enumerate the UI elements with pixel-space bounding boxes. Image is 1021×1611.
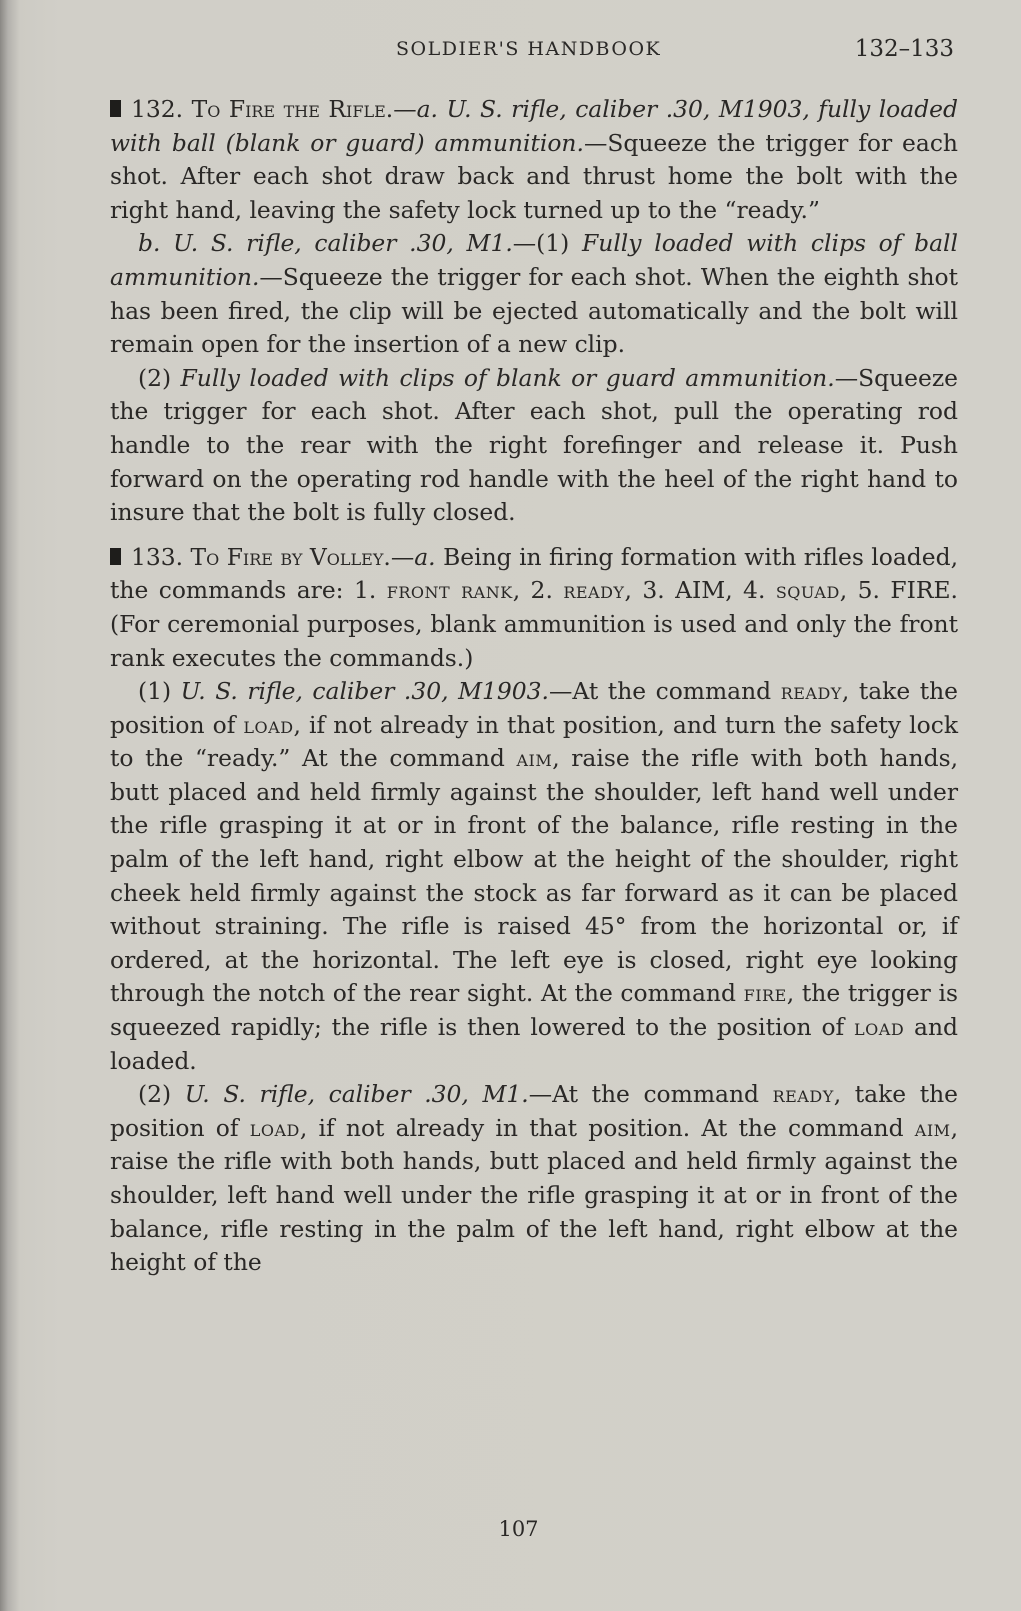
paragraph-text: , 2. bbox=[512, 576, 553, 605]
command-word: load bbox=[854, 1013, 905, 1042]
subsection-heading: U. S. rifle, caliber .30, M1903, fully loaded with ball (blank or guard) ammunition. bbox=[110, 95, 958, 157]
paragraph-132b2 bbox=[110, 362, 958, 530]
section-number: 133. bbox=[131, 542, 184, 571]
subsection-label: a. bbox=[414, 542, 436, 571]
item-number: (2) bbox=[138, 1080, 172, 1109]
paragraph-text: , the trigger is squeezed rapidly; the rifle is then lowered to the position of bbox=[110, 979, 958, 1042]
paragraph-133a2 bbox=[110, 1078, 958, 1280]
command-word: squad bbox=[775, 576, 840, 605]
item-heading: Fully loaded with clips of ball ammunition. bbox=[110, 229, 959, 291]
em-dash: — bbox=[390, 542, 415, 571]
paragraph-text: —At the command bbox=[528, 1080, 759, 1109]
page-number: 107 bbox=[498, 1517, 539, 1541]
command-word: ready bbox=[780, 677, 842, 706]
paragraph-text: , 3. AIM, 4. bbox=[624, 576, 766, 605]
paragraph-text: —Squeeze the trigger for each shot. When the eighth shot has been fired, the clip will be ejected automatically and the bolt will remain open for the insertion of a new clip. bbox=[110, 262, 958, 359]
paragraph-133a1 bbox=[110, 675, 958, 1078]
running-head bbox=[110, 36, 954, 66]
paragraph-text: —Squeeze the trigger for each shot. After each shot, pull the operating rod handle to the rear with the right forefinger and release it. Push forward on the operating rod handle with the heel of the right hand to insure that the bolt is fully closed. bbox=[110, 363, 958, 527]
paragraph-text: , take the position of bbox=[110, 677, 959, 739]
section-title: To Fire the Rifle. bbox=[191, 95, 394, 123]
section-number: 132. bbox=[131, 95, 184, 123]
command-word: front rank bbox=[386, 576, 513, 605]
command-word: fire bbox=[743, 979, 787, 1008]
running-title: SOLDIER'S HANDBOOK bbox=[396, 38, 662, 60]
command-word: aim bbox=[914, 1113, 951, 1142]
paragraph-132a bbox=[110, 93, 958, 227]
item-number: (2) bbox=[138, 363, 172, 392]
paragraph-133a bbox=[110, 541, 958, 675]
paragraph-text: , raise the rifle with both hands, butt placed and held firmly against the shoulder, left hand well under the rifle grasping it at or in front of the balance, rifle resting in the palm of the left hand, right elbow at the height of the bbox=[110, 1113, 958, 1277]
paragraph-text: — bbox=[512, 229, 537, 258]
paragraph-text: , if not already in that position, and turn the safety lock to the “ready.” At the command bbox=[110, 710, 958, 773]
item-heading: Fully loaded with clips of blank or guard ammunition. bbox=[180, 363, 835, 392]
em-dash: — bbox=[393, 95, 417, 123]
section-marker-icon bbox=[110, 100, 121, 117]
paragraph-text: , raise the rifle with both hands, butt placed and held firmly against the shoulder, left hand well under the rifle grasping it at or in front of the balance, rifle resting in the palm of the left hand, right elbow at the height of the shoulder, right cheek held firmly against the stock as far forward as it can be placed without straining. The rifle is raised 45° from the horizontal or, if ordered, at the horizontal. The left eye is closed, right eye looking through the notch of the rear sight. At the command bbox=[110, 744, 959, 1008]
paragraph-text: , 5. FIRE. (For ceremonial purposes, blank ammunition is used and only the front rank executes the commands.) bbox=[110, 576, 958, 672]
paragraph-text: , if not already in that position. At the command bbox=[299, 1113, 904, 1142]
item-heading: U. S. rifle, caliber .30, M1. bbox=[184, 1080, 529, 1109]
command-word: load bbox=[243, 710, 294, 739]
section-title: To Fire by Volley. bbox=[190, 542, 391, 571]
paragraph-text: —Squeeze the trigger for each shot. After each shot draw back and thrust home the bolt with the right hand, leaving the safety lock turned up to the “ready.” bbox=[110, 128, 958, 224]
paragraph-132b1 bbox=[110, 227, 958, 361]
command-word: aim bbox=[516, 744, 553, 773]
body-text bbox=[110, 93, 958, 1280]
section-marker-icon bbox=[110, 548, 121, 565]
command-word: load bbox=[249, 1113, 300, 1142]
subsection-label: b. U. S. rifle, caliber .30, M1. bbox=[138, 229, 513, 258]
paragraph-text: , take the position of bbox=[110, 1080, 959, 1142]
paragraph-range: 132–133 bbox=[854, 36, 954, 62]
subsection-label: a. bbox=[416, 95, 438, 123]
item-number: (1) bbox=[536, 229, 570, 258]
command-word: ready bbox=[772, 1080, 834, 1109]
item-heading: U. S. rifle, caliber .30, M1903. bbox=[180, 677, 549, 706]
item-number: (1) bbox=[138, 677, 172, 706]
paragraph-text: and loaded. bbox=[110, 1013, 958, 1075]
command-word: ready bbox=[563, 576, 625, 605]
paragraph-text: Being in firing formation with rifles loaded, the commands are: 1. bbox=[110, 542, 959, 605]
paragraph-text: —At the command bbox=[549, 677, 772, 706]
